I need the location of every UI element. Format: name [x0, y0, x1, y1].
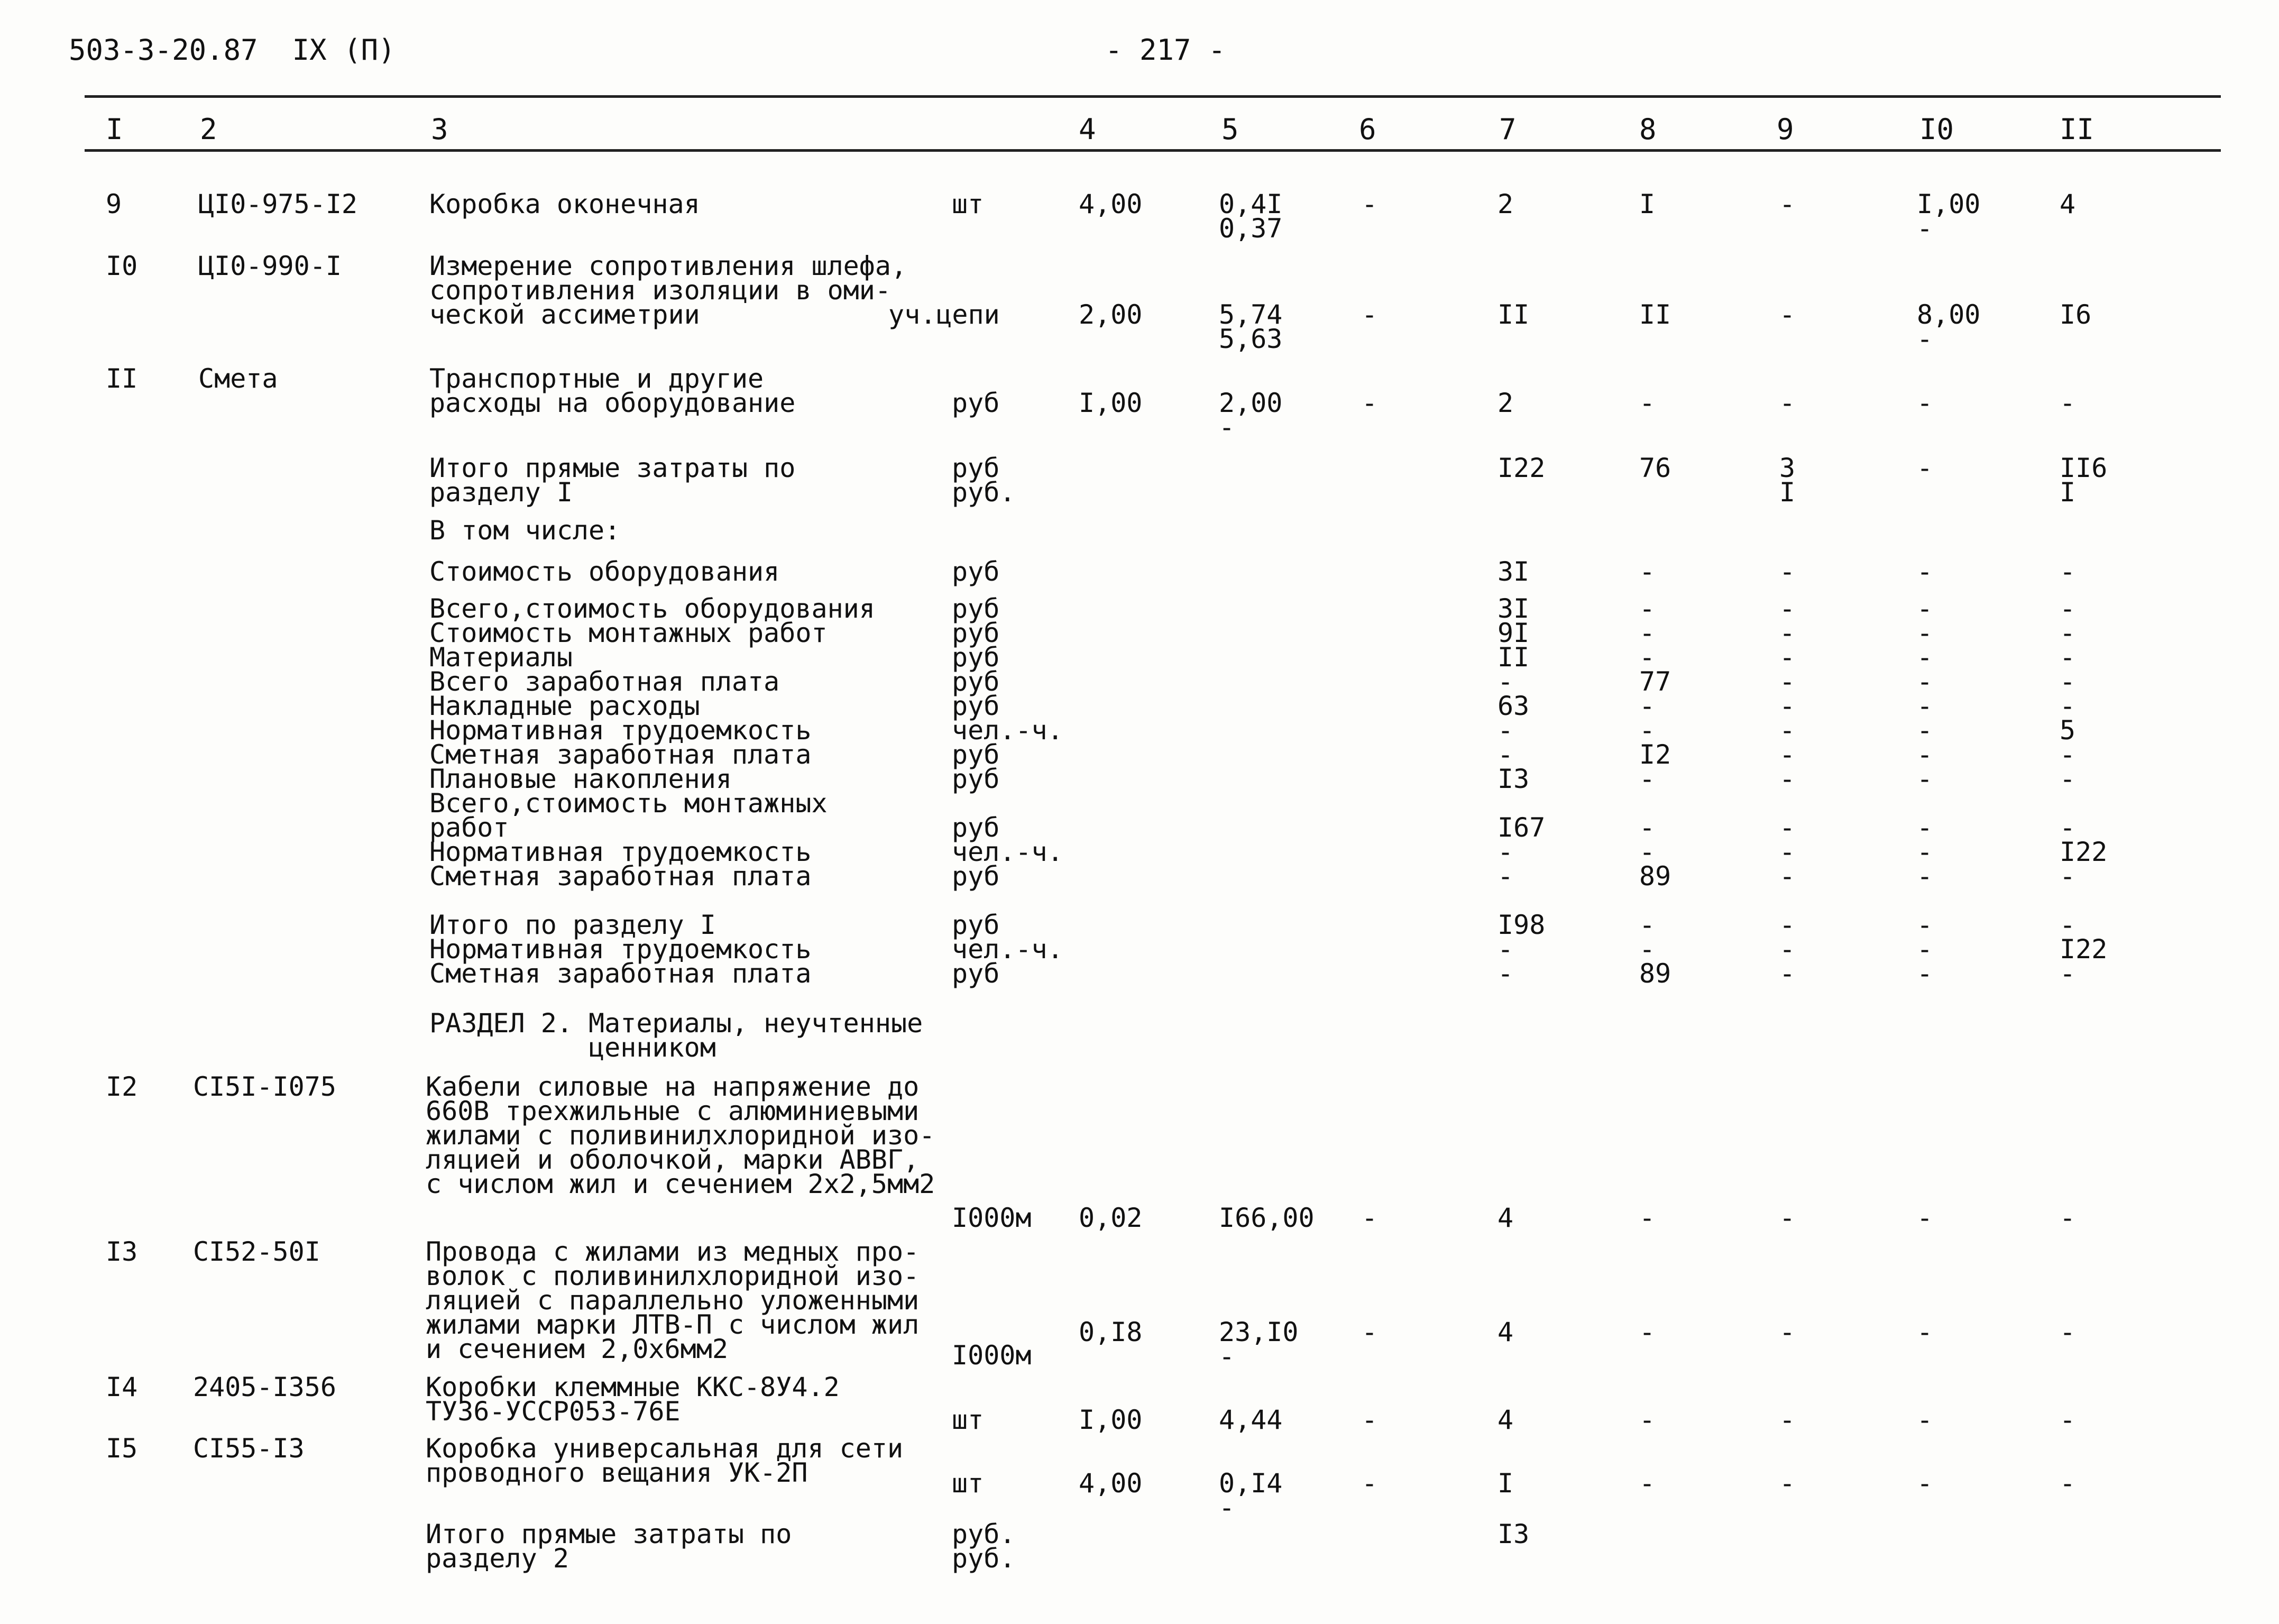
rate-code: CI52-50I	[193, 1236, 320, 1267]
unit-price: 4,44	[1219, 1405, 1283, 1435]
quantity: 4,00	[1079, 189, 1143, 219]
unit-price: I66,00	[1219, 1203, 1315, 1233]
col-header-4: 4	[1079, 113, 1096, 146]
col-6: -	[1362, 1468, 1378, 1499]
col-7: 2	[1497, 388, 1514, 418]
breakdown-names: Всего,стоимость оборудования Стоимость монтажных работ Материалы Всего заработная плата Накладные расходы Нормативная трудоемкость Сметная заработная плата Плановые накопления Всего,стоимость монтажных работ Нормативная трудоемкость Сметная заработная плата	[429, 593, 875, 892]
item-name: Измерение сопротивления шлефа, сопротивления изоляции в оми- ческой ассиметрии	[429, 251, 907, 330]
col-8: -	[1639, 1468, 1656, 1499]
row-number: I3	[106, 1236, 138, 1267]
col-6: -	[1362, 1405, 1378, 1435]
unit: шт	[952, 189, 984, 219]
section-total-names: Итого по разделу I Нормативная трудоемкость Сметная заработная плата	[429, 910, 812, 989]
col-8: -	[1639, 388, 1656, 418]
breakdown-col-10: - - - - - - - - - - -	[1917, 593, 1933, 892]
col-11: -	[2060, 556, 2076, 587]
unit: руб руб.	[952, 453, 1016, 508]
col-9: -	[1779, 1203, 1796, 1233]
section-total-col-9: - - -	[1779, 910, 1796, 989]
breakdown-col-8: - - - 77 - - I2 - - - 89	[1639, 593, 1671, 892]
col-header-11: II	[2060, 113, 2094, 146]
page-number: - 217 -	[1105, 33, 1226, 67]
unit: I000м	[952, 1203, 1032, 1233]
rate-code: ЦI0-990-I	[198, 251, 342, 281]
row-number: I4	[106, 1372, 138, 1402]
col-8: -	[1639, 556, 1656, 587]
unit: руб	[952, 556, 1000, 587]
section-total-units: руб чел.-ч. руб	[952, 910, 1063, 989]
item-name: Стоимость оборудования	[429, 556, 780, 587]
unit: уч.цепи	[888, 299, 1000, 330]
item-name: Провода с жилами из медных про- волок с поливинилхлоридной изо- ляцией с параллельно уложенными жилами марки ЛТВ-П с числом жил и сечением 2,0х6мм2	[426, 1236, 920, 1364]
unit: I000м	[952, 1340, 1032, 1371]
col-11: -	[2060, 1203, 2076, 1233]
col-header-8: 8	[1639, 113, 1657, 146]
col-header-3: 3	[431, 113, 448, 146]
col-7: 4	[1497, 1317, 1514, 1347]
col-header-6: 6	[1359, 113, 1376, 146]
unit: руб	[952, 388, 1000, 418]
row-number: I0	[106, 251, 138, 281]
quantity: 0,02	[1079, 1203, 1143, 1233]
item-name: Коробки клеммные ККС-8У4.2 ТУ36-УССР053-76Е	[426, 1372, 840, 1427]
col-8: II	[1639, 299, 1671, 330]
col-9: -	[1779, 1405, 1796, 1435]
row-number: II	[106, 363, 138, 394]
item-name: Кабели силовые на напряжение до 660В трехжильные с алюминиевыми жилами с поливинилхлоридной изо- ляцией и оболочкой, марки АВВГ, с числом жил и сечением 2х2,5мм2	[426, 1071, 935, 1199]
unit-price: 5,74 5,63	[1219, 299, 1283, 354]
col-10: -	[1917, 453, 1933, 483]
col-9: -	[1779, 388, 1796, 418]
unit-price: 0,4I 0,37	[1219, 189, 1283, 244]
col-11: II6 I	[2060, 453, 2108, 508]
quantity: I,00	[1079, 1405, 1143, 1435]
unit: шт	[952, 1468, 984, 1499]
col-header-2: 2	[200, 113, 217, 146]
breakdown-col-11: - - - - - 5 - - - I22 -	[2060, 593, 2108, 892]
col-8: I	[1639, 189, 1656, 219]
col-9: 3 I	[1779, 453, 1796, 508]
including-label: В том числе:	[429, 515, 621, 546]
quantity: 0,I8	[1079, 1317, 1143, 1347]
col-8: -	[1639, 1405, 1656, 1435]
rate-code: Смета	[198, 363, 278, 394]
section-total-col-11: - I22 -	[2060, 910, 2108, 989]
quantity: 4,00	[1079, 1468, 1143, 1499]
col-7: I3	[1497, 1519, 1530, 1549]
header-top-rule	[85, 95, 2221, 98]
header-bottom-rule	[85, 149, 2221, 152]
item-name: Коробка оконечная	[429, 189, 700, 219]
breakdown-units: руб руб руб руб руб чел.-ч. руб руб руб чел.-ч. руб	[952, 593, 1063, 892]
item-name: Транспортные и другие расходы на оборудование	[429, 363, 796, 418]
col-11: -	[2060, 1317, 2076, 1347]
unit-price: 0,I4 -	[1219, 1468, 1283, 1523]
col-8: -	[1639, 1203, 1656, 1233]
col-10: -	[1917, 1203, 1933, 1233]
unit: шт	[952, 1405, 984, 1435]
col-7: I	[1497, 1468, 1514, 1499]
col-9: -	[1779, 1317, 1796, 1347]
col-8: -	[1639, 1317, 1656, 1347]
rate-code: 2405-I356	[193, 1372, 336, 1402]
col-6: -	[1362, 1317, 1378, 1347]
col-9: -	[1779, 556, 1796, 587]
row-number: I2	[106, 1071, 138, 1102]
col-6: -	[1362, 299, 1378, 330]
col-11: -	[2060, 1405, 2076, 1435]
breakdown-col-7: 3I 9I II - 63 - - I3 I67 - -	[1497, 593, 1546, 892]
col-header-7: 7	[1499, 113, 1517, 146]
col-10: -	[1917, 556, 1933, 587]
col-6: -	[1362, 388, 1378, 418]
col-9: -	[1779, 1468, 1796, 1499]
col-10: -	[1917, 1317, 1933, 1347]
col-header-1: I	[106, 113, 123, 146]
col-11: I6	[2060, 299, 2092, 330]
subtotal-label: Итого прямые затраты по разделу I	[429, 453, 796, 508]
col-6: -	[1362, 189, 1378, 219]
col-10: -	[1917, 388, 1933, 418]
rate-code: ЦI0-975-I2	[198, 189, 358, 219]
col-7: 4	[1497, 1203, 1514, 1233]
quantity: I,00	[1079, 388, 1143, 418]
col-header-5: 5	[1221, 113, 1239, 146]
col-11: -	[2060, 388, 2076, 418]
col-6: -	[1362, 1203, 1378, 1233]
col-7: 2	[1497, 189, 1514, 219]
section-total-col-8: - - 89	[1639, 910, 1671, 989]
section-total-col-10: - - -	[1917, 910, 1933, 989]
unit-price: 2,00 -	[1219, 388, 1283, 443]
col-10: 8,00 -	[1917, 299, 1981, 354]
col-8: 76	[1639, 453, 1671, 483]
subtotal-label: Итого прямые затраты по разделу 2	[426, 1519, 792, 1574]
row-number: 9	[106, 189, 122, 219]
rate-code: CI5I-I075	[193, 1071, 336, 1102]
col-10: -	[1917, 1405, 1933, 1435]
breakdown-col-9: - - - - - - - - - - -	[1779, 593, 1796, 892]
col-11: 4	[2060, 189, 2076, 219]
col-10: I,00 -	[1917, 189, 1981, 244]
col-7: I22	[1497, 453, 1546, 483]
col-7: 3I	[1497, 556, 1530, 587]
col-9: -	[1779, 189, 1796, 219]
col-11: -	[2060, 1468, 2076, 1499]
item-name: Коробка универсальная для сети проводного вещания УК-2П	[426, 1433, 904, 1488]
quantity: 2,00	[1079, 299, 1143, 330]
section-total-col-7: I98 - -	[1497, 910, 1546, 989]
col-7: II	[1497, 299, 1530, 330]
col-header-10: I0	[1919, 113, 1954, 146]
section-2-heading: РАЗДЕЛ 2. Материалы, неучтенные ценником	[429, 1008, 923, 1063]
col-10: -	[1917, 1468, 1933, 1499]
col-9: -	[1779, 299, 1796, 330]
document-code: 503-3-20.87 IX (П)	[69, 33, 396, 67]
col-7: 4	[1497, 1405, 1514, 1435]
row-number: I5	[106, 1433, 138, 1464]
unit-price: 23,I0 -	[1219, 1317, 1299, 1372]
rate-code: CI55-I3	[193, 1433, 305, 1464]
unit: руб. руб.	[952, 1519, 1016, 1574]
col-header-9: 9	[1777, 113, 1794, 146]
